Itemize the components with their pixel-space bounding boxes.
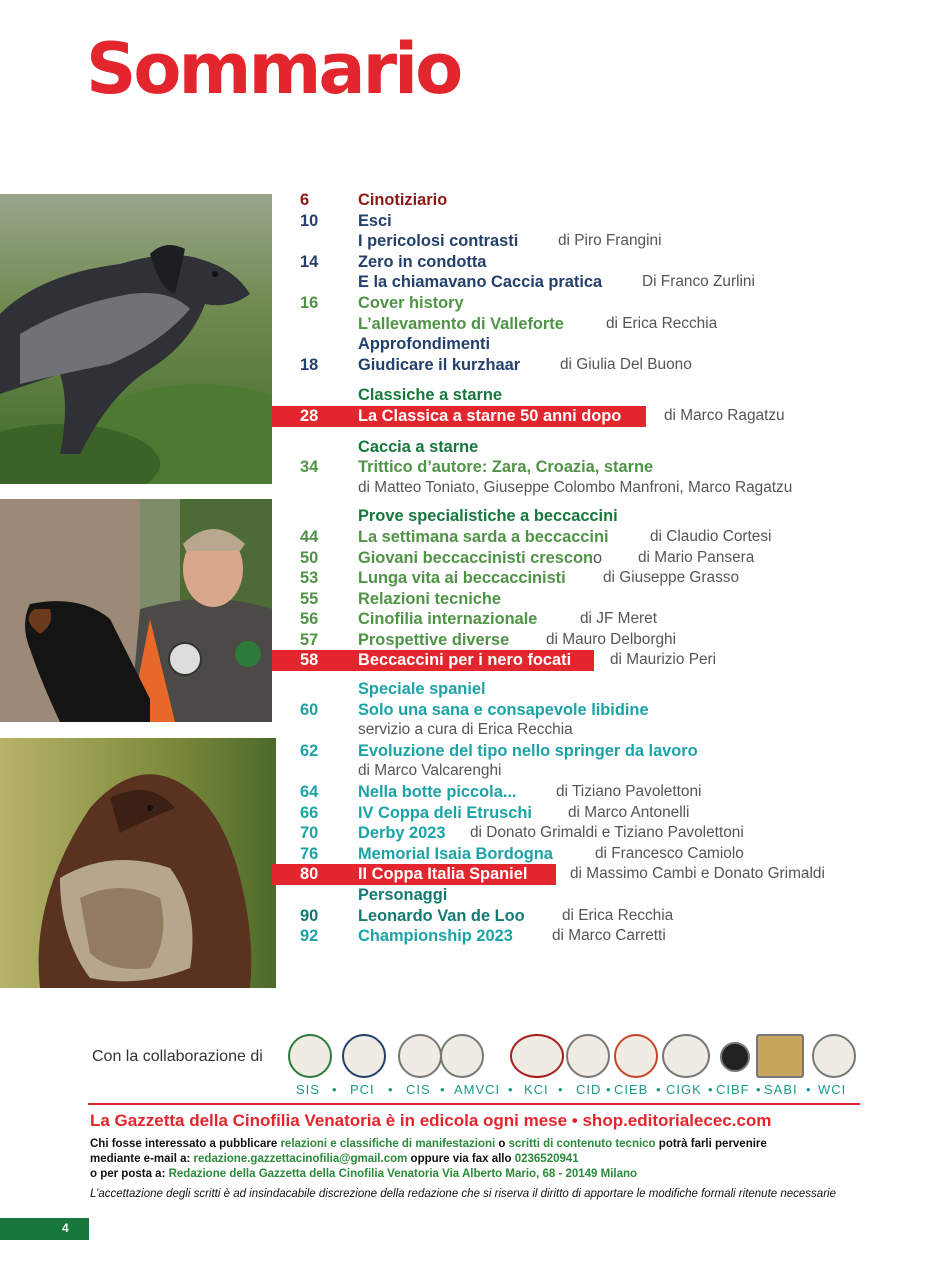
toc-entry-highlighted[interactable] [272, 406, 944, 427]
article-author: di Tiziano Pavolettoni [556, 783, 702, 801]
toc-entry[interactable] [272, 506, 944, 527]
section-heading: Speciale spaniel [358, 680, 486, 699]
page-number: 64 [300, 783, 319, 802]
article-title: Cinofilia internazionale [358, 610, 538, 629]
page-title: Sommario [86, 28, 461, 110]
setter-dog-photo [0, 194, 272, 484]
toc-entry[interactable] [272, 211, 944, 232]
article-title: Relazioni tecniche [358, 589, 502, 608]
article-author: di Giuseppe Grasso [603, 569, 740, 587]
article-title: L’allevamento di Valleforte [358, 314, 564, 333]
cieb-logo-icon [614, 1034, 658, 1078]
spacer [272, 375, 944, 385]
kci-logo-icon [510, 1034, 564, 1078]
toc-entry[interactable] [272, 679, 944, 700]
toc-entry[interactable] [272, 609, 944, 630]
separator: • [508, 1082, 513, 1097]
toc-entry[interactable] [272, 926, 944, 947]
page-number: 53 [300, 569, 319, 588]
logo-label: CIS [406, 1082, 431, 1097]
article-title: Leonardo Van de Loo [358, 906, 525, 925]
page-number: 44 [300, 527, 319, 546]
article-title: Nella botte piccola... [358, 783, 517, 802]
article-author: di Marco Ragatzu [664, 406, 785, 424]
hunter-with-dog-photo [0, 499, 272, 722]
article-title: Championship 2023 [358, 927, 513, 946]
logo-label: PCI [350, 1082, 375, 1097]
section-heading: Esci [358, 211, 392, 230]
logo-label: SABI [764, 1082, 798, 1097]
page-number: 55 [300, 589, 319, 608]
separator: • [656, 1082, 661, 1097]
text: oppure via fax allo [407, 1153, 515, 1165]
text: potrà farli pervenire [655, 1138, 767, 1150]
toc-entry[interactable] [272, 527, 944, 548]
toc-entry[interactable] [272, 437, 944, 458]
section-heading: Caccia a starne [358, 437, 479, 456]
page-number: 10 [300, 211, 319, 230]
toc-entry[interactable] [272, 355, 944, 376]
toc-entry[interactable] [272, 231, 944, 252]
text: mediante e-mail a: [90, 1153, 194, 1165]
separator: • [708, 1082, 713, 1097]
article-title: Prospettive diverse [358, 630, 510, 649]
logo-label: CIGK [666, 1082, 702, 1097]
amvci-logo-icon [440, 1034, 484, 1078]
toc-entry[interactable] [272, 741, 944, 762]
logo-label: WCI [818, 1082, 847, 1097]
article-title: Evoluzione del tipo nello springer da lavoro [358, 741, 698, 760]
logo-label: CIBF [716, 1082, 750, 1097]
toc-entry[interactable] [272, 720, 944, 741]
page-number: 66 [300, 803, 319, 822]
disclaimer-note: L’accettazione degli scritti è ad insindacabile discrezione della redazione che si riserva il diritto di apportare le modifiche formali ritenute necessarie [90, 1188, 836, 1200]
article-title: Derby 2023 [358, 824, 446, 843]
page-number: 18 [300, 355, 319, 374]
article-author: di Mauro Delborghi [546, 630, 677, 648]
article-author: Di Franco Zurlini [642, 273, 755, 291]
cibf-logo-icon [720, 1042, 750, 1072]
article-author: di Erica Recchia [562, 906, 674, 924]
article-author: di JF Meret [580, 610, 657, 628]
toc-entry-highlighted[interactable] [272, 864, 944, 885]
publication-banner[interactable]: La Gazzetta della Cinofilia Venatoria è in edicola ogni mese • shop.editorialecec.com [90, 1111, 772, 1130]
toc-entry[interactable] [272, 272, 944, 293]
toc-entry[interactable] [272, 823, 944, 844]
page-number: 92 [300, 927, 319, 946]
postal-address: Redazione della Gazzetta della Cinofilia Venatoria Via Alberto Mario, 68 - 20149 Milano [168, 1168, 638, 1180]
page-number: 6 [300, 191, 310, 209]
collaboration-label: Con la collaborazione di [92, 1048, 263, 1065]
page-number: 57 [300, 630, 319, 649]
page-number: 50 [300, 548, 319, 567]
table-of-contents [272, 190, 944, 947]
toc-entry[interactable] [272, 478, 944, 499]
spacer [272, 498, 944, 506]
separator: • [756, 1082, 761, 1097]
article-author: di Francesco Camiolo [595, 844, 744, 862]
toc-entry[interactable] [272, 700, 944, 721]
toc-entry[interactable] [272, 844, 944, 865]
article-author: di Marco Carretti [552, 927, 666, 945]
page-number: 4 [62, 1221, 69, 1235]
wci-logo-icon [812, 1034, 856, 1078]
cis-logo-icon [398, 1034, 442, 1078]
article-title: Lunga vita ai beccaccinisti [358, 569, 566, 588]
article-title: IV Coppa deli Etruschi [358, 803, 532, 822]
cigk-logo-icon [662, 1034, 710, 1078]
sis-logo-icon [288, 1034, 332, 1078]
sabi-logo-icon [756, 1034, 804, 1078]
toc-entry[interactable] [272, 589, 944, 610]
article-author: servizio a cura di Erica Recchia [358, 721, 573, 739]
toc-entry[interactable] [272, 548, 944, 569]
page-number: 60 [300, 700, 319, 719]
article-title: La settimana sarda a beccaccini [358, 527, 609, 546]
logo-label: CID [576, 1082, 602, 1097]
article-author: di Erica Recchia [606, 314, 718, 332]
article-title-text: Giovani beccaccinisti crescon [358, 548, 594, 567]
page-number: 62 [300, 741, 319, 760]
article-author: di Marco Antonelli [568, 803, 690, 821]
logo-label: CIEB [614, 1082, 649, 1097]
cid-logo-icon [566, 1034, 610, 1078]
article-author: di Maurizio Peri [610, 651, 717, 669]
separator: • [558, 1082, 563, 1097]
toc-entry[interactable] [272, 906, 944, 927]
separator: • [806, 1082, 811, 1097]
separator: • [388, 1082, 393, 1097]
email-link[interactable]: redazione.gazzettacinofilia@gmail.com [193, 1153, 408, 1165]
text: o [495, 1138, 509, 1150]
toc-entry[interactable] [272, 385, 944, 406]
article-title: I pericolosi contrasti [358, 232, 519, 251]
article-title-tail: o [593, 548, 603, 567]
logo-label: SIS [296, 1082, 320, 1097]
article-title: E la chiamavano Caccia pratica [358, 273, 603, 292]
toc-entry-highlighted[interactable] [272, 650, 944, 671]
page-number: 70 [300, 824, 319, 843]
article-title: La Classica a starne 50 anni dopo [358, 406, 622, 425]
postal-info-line [90, 1168, 637, 1180]
separator: • [332, 1082, 337, 1097]
toc-entry[interactable] [272, 568, 944, 589]
pci-logo-icon [342, 1034, 386, 1078]
article-title: Beccaccini per i nero focati [358, 651, 572, 670]
article-author: di Piro Frangini [558, 232, 662, 250]
separator: • [606, 1082, 611, 1097]
page-number: 56 [300, 610, 319, 629]
logo-label: KCI [524, 1082, 549, 1097]
section-heading: Approfondimenti [358, 335, 491, 354]
article-author: di Giulia Del Buono [560, 355, 692, 373]
page-number: 34 [300, 458, 319, 477]
email-info-line [90, 1153, 579, 1165]
page-number: 80 [300, 865, 319, 884]
toc-entry[interactable] [272, 252, 944, 273]
page-number: 90 [300, 906, 319, 925]
section-heading: Prove specialistiche a beccaccini [358, 507, 618, 526]
article-title: Trittico d’autore: Zara, Croazia, starne [358, 458, 654, 477]
article-author: di Matteo Toniato, Giuseppe Colombo Manfroni, Marco Ragatzu [358, 478, 793, 496]
article-author: di Massimo Cambi e Donato Grimaldi [570, 865, 825, 883]
toc-entry[interactable] [272, 803, 944, 824]
toc-entry[interactable] [272, 190, 944, 211]
article-title: Solo una sana e consapevole libidine [358, 700, 649, 719]
toc-entry[interactable] [272, 782, 944, 803]
logo-label: AMVCI [454, 1082, 501, 1097]
article-title: Cinotiziario [358, 191, 448, 209]
highlight-text: relazioni e classifiche di manifestazioni [280, 1138, 496, 1150]
section-heading: Cover history [358, 293, 464, 312]
section-heading: Zero in condotta [358, 252, 487, 271]
article-author: di Mario Pansera [638, 548, 755, 566]
springer-spaniel-photo [0, 738, 276, 988]
section-heading: Personaggi [358, 886, 448, 904]
article-title: Memorial Isaia Bordogna [358, 844, 553, 863]
separator: • [440, 1082, 445, 1097]
article-author: di Marco Valcarenghi [358, 762, 502, 780]
article-title [358, 548, 602, 569]
toc-entry[interactable] [272, 314, 944, 335]
text: Chi fosse interessato a pubblicare [90, 1138, 281, 1150]
page-number-bar [0, 1218, 89, 1240]
toc-entry[interactable] [272, 457, 944, 478]
page-number: 58 [300, 651, 319, 670]
toc-entry[interactable] [272, 761, 944, 782]
spacer [272, 671, 944, 679]
section-heading: Classiche a starne [358, 386, 502, 405]
article-author: di Donato Grimaldi e Tiziano Pavolettoni [470, 824, 744, 842]
spacer [272, 427, 944, 437]
page-number: 76 [300, 844, 319, 863]
toc-entry[interactable] [272, 630, 944, 651]
text: o per posta a: [90, 1168, 169, 1180]
footer-divider [88, 1103, 860, 1105]
page-number: 14 [300, 252, 319, 271]
article-title: II Coppa Italia Spaniel [358, 865, 528, 884]
article-author: di Claudio Cortesi [650, 527, 772, 545]
highlight-text: scritti di contenuto tecnico [508, 1138, 656, 1150]
toc-entry[interactable] [272, 334, 944, 355]
toc-entry[interactable] [272, 293, 944, 314]
page-number: 16 [300, 293, 319, 312]
fax-number: 0236520941 [514, 1153, 579, 1165]
partner-logos [284, 1034, 864, 1098]
toc-entry[interactable] [272, 885, 944, 906]
page-number: 28 [300, 406, 319, 425]
article-title: Giudicare il kurzhaar [358, 355, 521, 374]
submission-info-line [90, 1138, 767, 1150]
